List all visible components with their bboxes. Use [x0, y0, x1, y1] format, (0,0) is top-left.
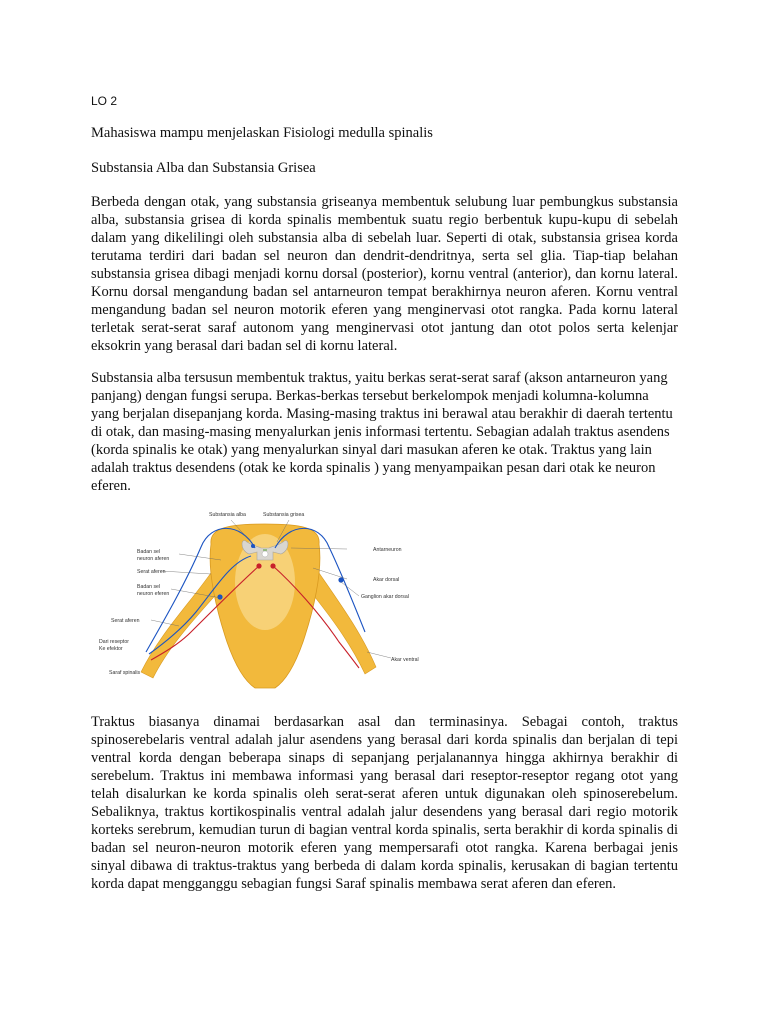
label-saraf-spinalis: Saraf spinalis [109, 670, 141, 676]
right-efferent-cell-body [270, 563, 275, 568]
spinal-cord-figure [91, 502, 441, 692]
section-title: Substansia Alba dan Substansia Grisea [91, 160, 316, 176]
central-canal [262, 551, 268, 557]
afferent-cell-body [217, 594, 222, 599]
label-badan-sel-2: Badan sel [137, 584, 161, 590]
efferent-cell-body [256, 563, 261, 568]
label-substansia-grisea: Substansia grisea [263, 512, 305, 518]
lo-label: LO 2 [91, 94, 118, 108]
afferent-terminal [251, 544, 255, 548]
label-neuron-eferen: neuron eferen [137, 591, 170, 597]
objective-heading: Mahasiswa mampu menjelaskan Fisiologi medulla spinalis [91, 125, 433, 141]
label-dari-reseptor: Dari reseptor [99, 639, 129, 645]
label-neuron-aferen: neuron aferen [137, 556, 170, 562]
label-akar-dorsal: Akar dorsal [373, 577, 400, 583]
label-akar-ventral: Akar ventral [391, 657, 419, 663]
spinal-cord-diagram [91, 502, 441, 692]
label-badan-sel-1: Badan sel [137, 549, 161, 555]
right-ganglion [338, 577, 343, 582]
paragraph-white-matter: Substansia alba tersusun membentuk traktus, yaitu berkas serat-serat saraf (akson antarneuron yang panjang) dengan fungsi serupa. Berkas-berkas tersebut berkelompok menjadi kolumna-kolumna yang berjalan disepanjang korda. Masing-masing traktus ini berawal atau berakhir di daerah tertentu di otak, dan masing-masing menyalurkan jenis informasi tertentu. Sebagian adalah traktus asendens (korda spinalis ke otak) yang menyalurkan sinyal dari masukan aferen ke otak. Traktus yang lain adalah traktus desendens (otak ke korda spinalis ) yang menyampaikan pesan dari otak ke neuron eferen. [91, 370, 673, 494]
paragraph-grey-matter: Berbeda dengan otak, yang substansia griseanya membentuk selubung luar pembungkus substansia alba, substansia grisea di korda spinalis membentuk suatu regio berbentuk kupu-kupu di sebelah dalam yang dikelilingi oleh substansia alba di sebelah luar. Seperti di otak, substansia grisea korda terutama terdiri dari badan sel neuron dan dendrit-dendritnya, serta sel glia. Tiap-tiap belahan substansia grisea dibagi menjadi kornu dorsal (posterior), kornu ventral (anterior), dan kornu lateral. Kornu dorsal mengandung badan sel antarneuron tempat berakhirnya neuron aferen. Kornu ventral mengandung badan sel neuron motorik eferen yang menginervasi otot rangka. Pada kornu lateral terletak serat-serat saraf autonom yang menginervasi otot jantung dan otot polos serta kelenjar eksokrin yang berasal dari badan sel di kornu lateral. [91, 194, 678, 354]
label-serat-aferen: Serat aferen [111, 618, 140, 624]
label-substansia-alba: Substansia alba [209, 512, 246, 518]
label-serat-aferen-top: Serat aferen [137, 569, 166, 575]
paragraph-tracts: Traktus biasanya dinamai berdasarkan asal dan terminasinya. Sebagai contoh, traktus spinoserebelaris ventral adalah jalur asendens yang berasal dari korda spinalis dan berjalan di tepi ventral korda dengan beberapa sinaps di sepanjang perjalanannya hingga akhirnya berakhir di serebelum. Traktus ini membawa informasi yang berasal dari reseptor-reseptor regang otot yang telah disalurkan ke korda spinalis oleh serat-serat aferen untuk digunakan oleh spinoserebelum. Sebaliknya, traktus kortikospinalis ventral adalah jalur desendens yang berasal dari regio motorik korteks serebrum, kemudian turun di bagian ventral korda spinalis, serta berakhir di korda spinalis di badan sel neuron-neuron motorik eferen yang mempersarafi otot rangka. Karena berbagai jenis sinyal dibawa di traktus-traktus yang berbeda di dalam korda spinalis, kerusakan di bagian tertentu korda dapat mengganggu sebagian fungsi Saraf spinalis membawa serat aferen dan eferen. [91, 714, 678, 892]
label-ke-efektor: Ke efektor [99, 646, 123, 652]
label-ganglion-akar-dorsal: Ganglion akar dorsal [361, 594, 409, 600]
label-antarneuron: Antarneuron [373, 547, 402, 553]
